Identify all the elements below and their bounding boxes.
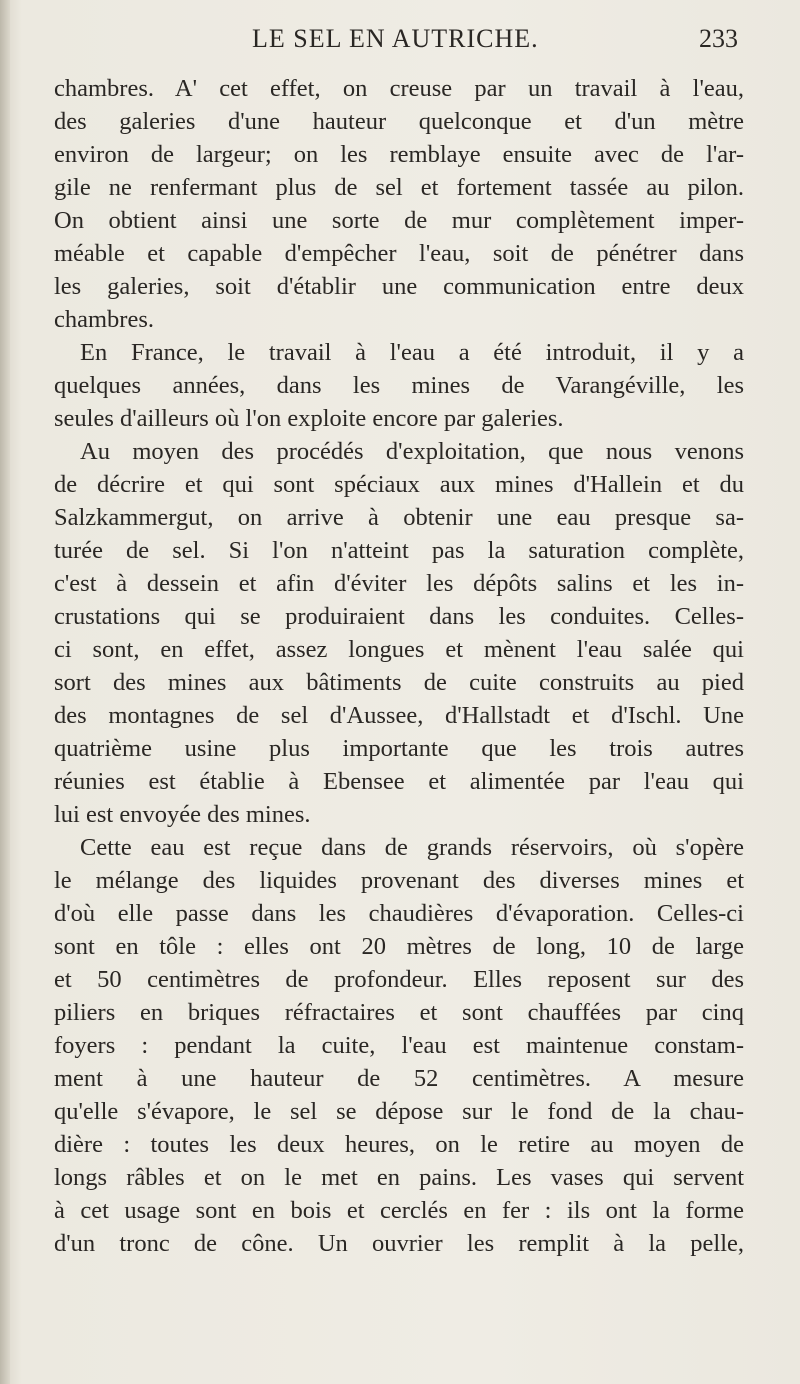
text-line: réunies est établie à Ebensee et alimentée par l'eau qui	[54, 768, 744, 795]
page-binding-edge	[0, 0, 10, 1384]
text-line: Au moyen des procédés d'exploitation, que nous venons	[80, 438, 744, 465]
text-line: des galeries d'une hauteur quelconque et d'un mètre	[54, 108, 744, 135]
text-line: crustations qui se produiraient dans les conduites. Celles-	[54, 603, 744, 630]
text-line: lui est envoyée des mines.	[54, 801, 311, 828]
text-line: environ de largeur; on les remblaye ensuite avec de l'ar-	[54, 141, 744, 168]
text-line: Salzkammergut, on arrive à obtenir une eau presque sa-	[54, 504, 744, 531]
text-line: sort des mines aux bâtiments de cuite construits au pied	[54, 669, 744, 696]
text-line: chambres. A' cet effet, on creuse par un travail à l'eau,	[54, 75, 744, 102]
text-line: qu'elle s'évapore, le sel se dépose sur le fond de la chau-	[54, 1098, 744, 1125]
text-line: sont en tôle : elles ont 20 mètres de long, 10 de large	[54, 933, 744, 960]
text-line: longs râbles et on le met en pains. Les vases qui servent	[54, 1164, 744, 1191]
text-line: méable et capable d'empêcher l'eau, soit de pénétrer dans	[54, 240, 744, 267]
running-head	[54, 24, 744, 60]
text-line: d'où elle passe dans les chaudières d'évaporation. Celles-ci	[54, 900, 744, 927]
running-title: LE SEL EN AUTRICHE.	[252, 24, 539, 53]
text-line: quatrième usine plus importante que les trois autres	[54, 735, 744, 762]
text-line: et 50 centimètres de profondeur. Elles reposent sur des	[54, 966, 744, 993]
text-line: dière : toutes les deux heures, on le retire au moyen de	[54, 1131, 744, 1158]
page-number: 233	[699, 24, 738, 53]
text-line: les galeries, soit d'établir une communication entre deux	[54, 273, 744, 300]
text-line: ment à une hauteur de 52 centimètres. A mesure	[54, 1065, 744, 1092]
text-line: le mélange des liquides provenant des diverses mines et	[54, 867, 744, 894]
text-line: quelques années, dans les mines de Varangéville, les	[54, 372, 744, 399]
text-line: ci sont, en effet, assez longues et mènent l'eau salée qui	[54, 636, 744, 663]
text-line: En France, le travail à l'eau a été introduit, il y a	[80, 339, 744, 366]
text-line: chambres.	[54, 306, 154, 333]
text-line: des montagnes de sel d'Aussee, d'Hallstadt et d'Ischl. Une	[54, 702, 744, 729]
text-line: piliers en briques réfractaires et sont chauffées par cinq	[54, 999, 744, 1026]
text-line: c'est à dessein et afin d'éviter les dépôts salins et les in-	[54, 570, 744, 597]
text-line: de décrire et qui sont spéciaux aux mines d'Hallein et du	[54, 471, 744, 498]
text-line: à cet usage sont en bois et cerclés en fer : ils ont la forme	[54, 1197, 744, 1224]
text-line: foyers : pendant la cuite, l'eau est maintenue constam-	[54, 1032, 744, 1059]
text-line: turée de sel. Si l'on n'atteint pas la saturation complète,	[54, 537, 744, 564]
text-line: On obtient ainsi une sorte de mur complètement imper-	[54, 207, 744, 234]
text-line: Cette eau est reçue dans de grands réservoirs, où s'opère	[80, 834, 744, 861]
body-text	[54, 72, 744, 1260]
text-line: d'un tronc de cône. Un ouvrier les remplit à la pelle,	[54, 1230, 744, 1257]
text-line: seules d'ailleurs où l'on exploite encore par galeries.	[54, 405, 564, 432]
text-line: gile ne renfermant plus de sel et fortement tassée au pilon.	[54, 174, 744, 201]
